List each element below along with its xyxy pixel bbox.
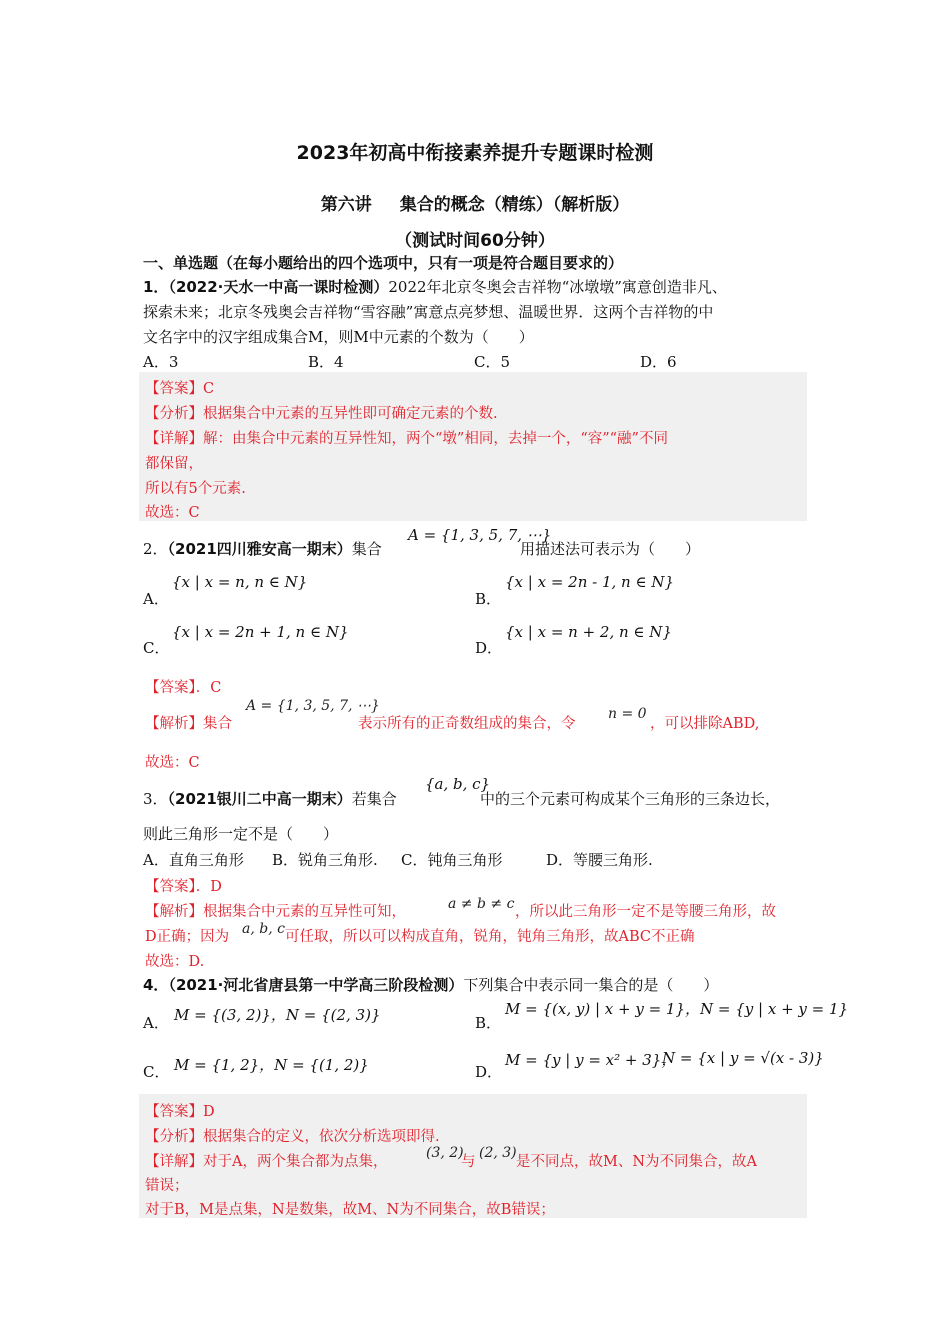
q1-text-1: 2022年北京冬奥会吉祥物“冰墩墩”寓意创造非凡、: [388, 278, 727, 296]
q3-line2-pre: D正确；因为: [145, 929, 230, 945]
q2-option-c: {x | x = 2n + 1, n ∈ N}: [172, 623, 349, 641]
q2-source: （2021四川雅安高一期末）: [167, 540, 352, 558]
q3-analysis-post: ，所以此三角形一定不是等腰三角形，故: [515, 904, 776, 920]
q1-analysis: 【分析】根据集合中元素的互异性即可确定元素的个数.: [145, 406, 498, 422]
q4-option-d-m: M = {y | y = x² + 3}，: [505, 1051, 677, 1069]
q1-line3: 文名字中的汉字组成集合M，则M中元素的个数为（ ）: [143, 328, 534, 346]
q3-number: 3．: [143, 790, 168, 808]
q4-number: 4．: [143, 976, 169, 994]
q4-answer: 【答案】D: [145, 1104, 215, 1120]
q2-analysis-mid: 表示所有的正奇数组成的集合，令: [358, 716, 576, 732]
q4-detail-point1: (3, 2): [426, 1145, 464, 1161]
q3-text-pre: 若集合: [351, 790, 397, 808]
q1-option-c: C．5: [474, 353, 511, 371]
document-title: 2023年初高中衔接素养提升专题课时检测: [296, 142, 654, 164]
q2-option-a-label: A．: [143, 590, 169, 608]
q4-option-b: M = {(x, y) | x + y = 1}，N = {y | x + y = 1}: [505, 1000, 849, 1018]
q2-option-c-label: C．: [143, 639, 170, 657]
q2-choose: 故选：C: [145, 755, 200, 771]
q4-option-d-n: N = {x | y = √(x - 3)}: [662, 1049, 824, 1067]
q3-option-b: B．锐角三角形.: [272, 851, 378, 869]
q3-text-post: 中的三个元素可构成某个三角形的三条边长，: [480, 790, 781, 808]
q3-analysis-pre: 【解析】根据集合中元素的互异性可知，: [145, 904, 406, 920]
q4-detail-post: 是不同点，故M、N为不同集合，故A: [516, 1154, 758, 1170]
q3-line2-post: 可任取，所以可以构成直角，锐角，钝角三角形，故ABC不正确: [285, 929, 695, 945]
q4-option-a-label: A．: [143, 1014, 169, 1032]
q1-option-d: D．6: [640, 353, 677, 371]
q3-analysis-math: a ≠ b ≠ c: [448, 896, 515, 912]
q2-line1: [143, 538, 382, 559]
q4-text: 下列集合中表示同一集合的是（ ）: [463, 976, 719, 994]
q4-line1: [143, 974, 718, 995]
q1-choose: 故选：C: [145, 505, 200, 521]
q1-option-a: A．3: [143, 353, 179, 371]
q2-option-b-label: B．: [475, 590, 502, 608]
q3-line1: [143, 788, 397, 809]
q3-option-d: D．等腰三角形.: [546, 851, 653, 869]
q4-detail-3: 对于B，M是点集，N是数集，故M、N为不同集合，故B错误；: [145, 1202, 555, 1218]
q2-set-a: A = {1, 3, 5, 7, ⋯}: [408, 526, 552, 544]
q1-line1: [143, 276, 727, 297]
q2-text-post: 用描述法可表示为（ ）: [520, 540, 701, 558]
q3-choose: 故选：D.: [145, 954, 205, 970]
q3-source: （2021银川二中高一期末）: [167, 790, 352, 808]
q3-answer: 【答案】．D: [145, 879, 222, 895]
q4-detail-mid: 与: [461, 1154, 476, 1170]
q2-option-a: {x | x = n, n ∈ N}: [172, 573, 308, 591]
q2-text-pre: 集合: [351, 540, 382, 558]
q2-option-d-label: D．: [475, 639, 503, 657]
q2-analysis-pre: 【解析】集合: [145, 716, 232, 732]
q3-option-a: A．直角三角形: [143, 851, 244, 869]
q4-detail-2: 错误；: [145, 1178, 189, 1194]
q4-option-c: M = {1, 2}，N = {(1, 2)}: [174, 1056, 369, 1074]
lecture-number: 第六讲: [320, 195, 372, 215]
q1-detail-3: 所以有5个元素.: [145, 481, 246, 497]
q4-analysis: 【分析】根据集合的定义，依次分析选项即得.: [145, 1129, 440, 1145]
q3-set: {a, b, c}: [425, 775, 491, 793]
q2-option-d: {x | x = n + 2, n ∈ N}: [505, 623, 672, 641]
q4-option-a: M = {(3, 2)}，N = {(2, 3)}: [174, 1006, 381, 1024]
q4-option-d-label: D．: [475, 1063, 503, 1081]
q1-line2: 探索未来；北京冬残奥会吉祥物“雪容融”寓意点亮梦想、温暖世界．这两个吉祥物的中: [143, 303, 714, 321]
q1-option-b: B．4: [308, 353, 344, 371]
q1-answer: 【答案】C: [145, 381, 215, 397]
q1-number: 1．: [143, 278, 169, 296]
q3-line2-math: a, b, c: [242, 921, 285, 937]
q1-answer-box: [139, 372, 807, 521]
q1-source: （2022·天水一中高一课时检测）: [168, 278, 389, 296]
section-title: 一、单选题（在每小题给出的四个选项中，只有一项是符合题目要求的）: [143, 254, 624, 272]
q1-detail-2: 都保留，: [145, 456, 203, 472]
lecture-subtitle: [0, 190, 950, 215]
lecture-topic: 集合的概念（精练）（解析版）: [399, 195, 630, 215]
q4-answer-box: [139, 1094, 807, 1218]
q4-detail-point2: (2, 3): [479, 1145, 517, 1161]
time-note: （测试时间60分钟）: [395, 231, 555, 251]
q2-option-b: {x | x = 2n - 1, n ∈ N}: [505, 573, 675, 591]
q4-option-c-label: C．: [143, 1063, 170, 1081]
q2-analysis-n: n = 0: [608, 706, 647, 722]
q2-analysis-post: ，可以排除ABD,: [650, 716, 760, 732]
q3-line2: 则此三角形一定不是（ ）: [143, 825, 339, 843]
q4-option-b-label: B．: [475, 1014, 502, 1032]
q2-number: 2．: [143, 540, 168, 558]
q2-analysis-set: A = {1, 3, 5, 7, ⋯}: [246, 698, 380, 714]
q4-source: （2021·河北省唐县第一中学高三阶段检测）: [168, 976, 464, 994]
q1-detail-1: 【详解】解：由集合中元素的互异性知，两个“墩”相同，去掉一个，“容”“融”不同: [145, 431, 668, 447]
q2-answer: 【答案】．C: [145, 680, 222, 696]
q3-option-c: C．钝角三角形: [401, 851, 503, 869]
q4-detail-pre: 【详解】对于A，两个集合都为点集，: [145, 1154, 388, 1170]
